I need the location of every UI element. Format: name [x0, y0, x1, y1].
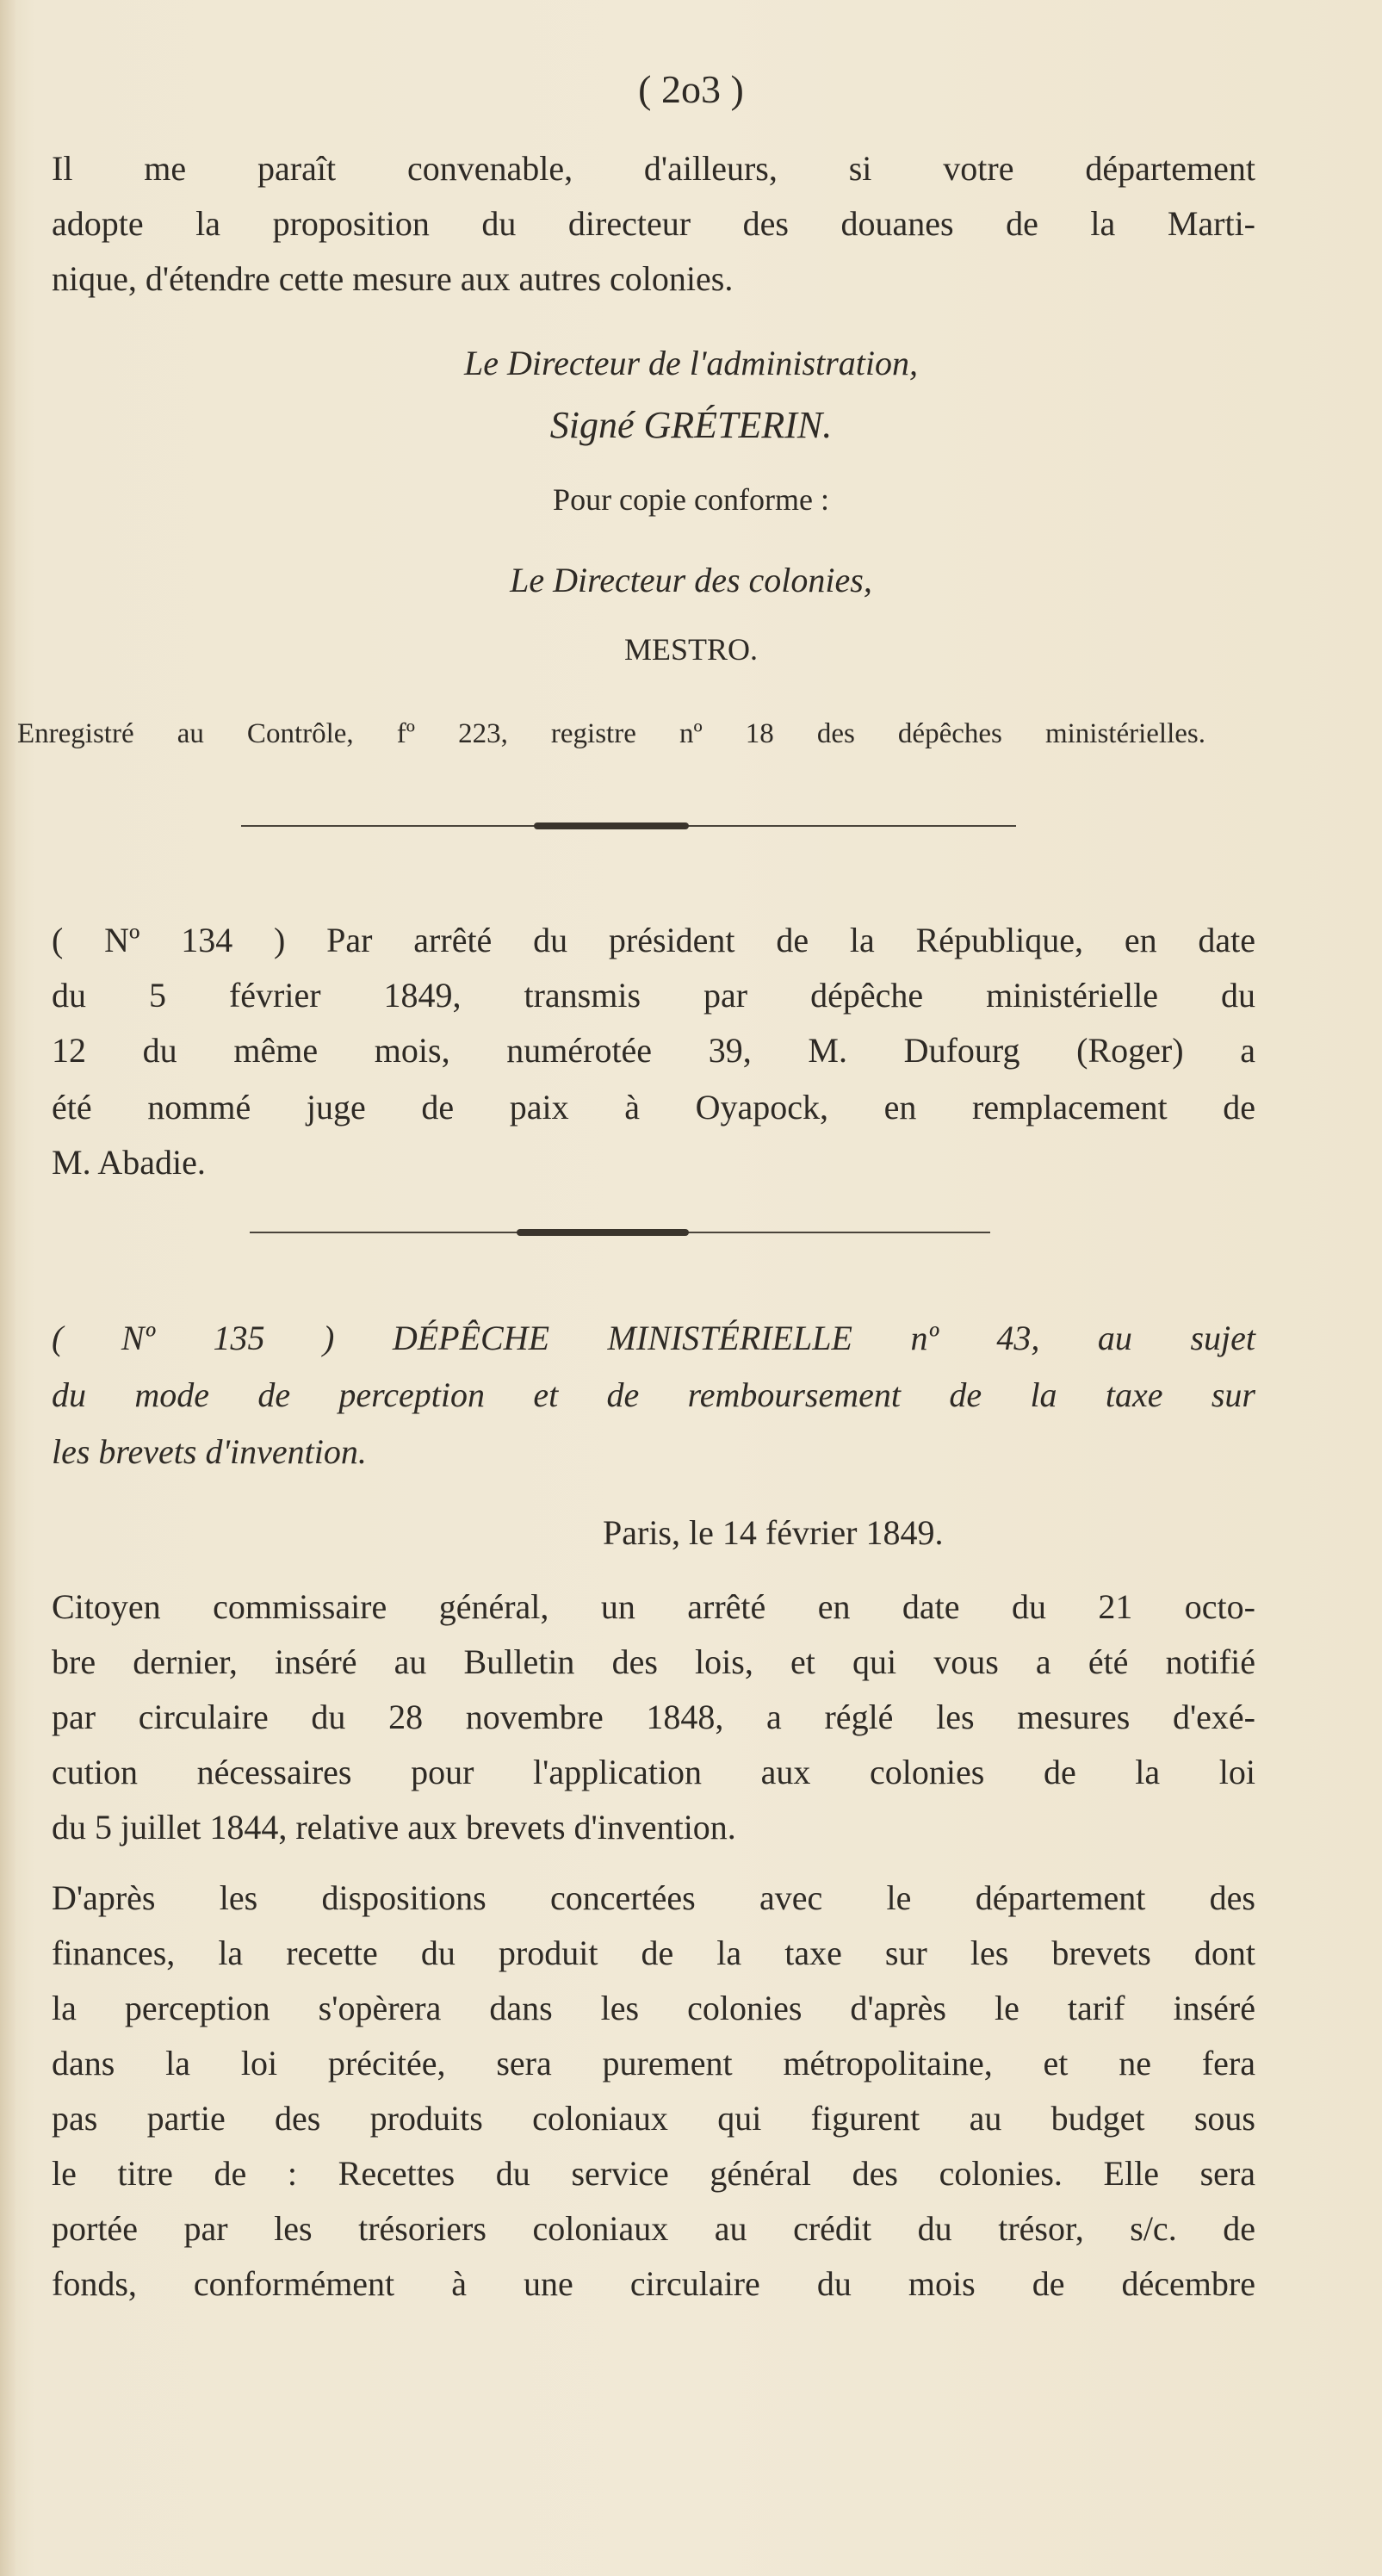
signature-title: Le Directeur de l'administration, — [463, 344, 919, 382]
p5-line-1: D'après les dispositions concertées avec le département des — [52, 1878, 1255, 1917]
p1-line-2: adopte la proposition du directeur des douanes de la Marti- — [52, 204, 1255, 243]
p5-line-5: pas partie des produits coloniaux qui figurent au budget sous — [52, 2099, 1255, 2138]
p3-heading-line-3: les brevets d'invention. — [52, 1432, 367, 1471]
p5-line-7: portée par les trésoriers coloniaux au crédit du trésor, s/c. de — [52, 2209, 1255, 2248]
separator-2 — [250, 1232, 990, 1233]
p2-line-1: ( Nº 134 ) Par arrêté du président de la République, en date — [52, 921, 1255, 959]
p1-line-1: Il me paraît convenable, d'ailleurs, si votre département — [52, 149, 1255, 188]
p5-line-8: fonds, conformément à une circulaire du mois de décembre — [52, 2264, 1255, 2303]
dateline: Paris, le 14 février 1849. — [603, 1513, 944, 1552]
p5-line-3: la perception s'opèrera dans les colonies d'après le tarif inséré — [52, 1989, 1255, 2027]
signature-title-2: Le Directeur des colonies, — [510, 561, 872, 599]
p2-line-5: M. Abadie. — [52, 1143, 206, 1182]
registration-note: Enregistré au Contrôle, fº 223, registre nº 18 des dépêches ministérielles. — [17, 718, 1205, 749]
signature-name: MESTRO. — [623, 632, 759, 667]
page-number: ( 2o3 ) — [638, 67, 744, 111]
signature-signed: Signé GRÉTERIN. — [549, 404, 833, 446]
p2-line-4: été nommé juge de paix à Oyapock, en remplacement de — [52, 1088, 1255, 1127]
signature-copy: Pour copie conforme : — [553, 482, 829, 517]
p4-line-3: par circulaire du 28 novembre 1848, a réglé les mesures d'exé- — [52, 1698, 1255, 1736]
p5-line-4: dans la loi précitée, sera purement métropolitaine, et ne fera — [52, 2044, 1255, 2083]
p2-line-3: 12 du même mois, numérotée 39, M. Dufourg (Roger) a — [52, 1031, 1255, 1070]
p4-line-4: cution nécessaires pour l'application aux colonies de la loi — [52, 1753, 1255, 1791]
p4-line-1: Citoyen commissaire général, un arrêté en date du 21 octo- — [52, 1587, 1255, 1626]
p3-heading-line-1: ( Nº 135 ) DÉPÊCHE MINISTÉRIELLE nº 43, au sujet — [52, 1319, 1255, 1357]
p4-line-5: du 5 juillet 1844, relative aux brevets d'invention. — [52, 1808, 736, 1847]
p1-line-3: nique, d'étendre cette mesure aux autres colonies. — [52, 259, 734, 298]
p5-line-6: le titre de : Recettes du service général des colonies. Elle sera — [52, 2154, 1255, 2193]
p2-line-2: du 5 février 1849, transmis par dépêche ministérielle du — [52, 976, 1255, 1015]
p5-line-2: finances, la recette du produit de la taxe sur les brevets dont — [52, 1934, 1255, 1972]
p4-line-2: bre dernier, inséré au Bulletin des lois, et qui vous a été notifié — [52, 1642, 1255, 1681]
separator-1 — [241, 825, 1016, 827]
p3-heading-line-2: du mode de perception et de remboursement de la taxe sur — [52, 1375, 1255, 1414]
